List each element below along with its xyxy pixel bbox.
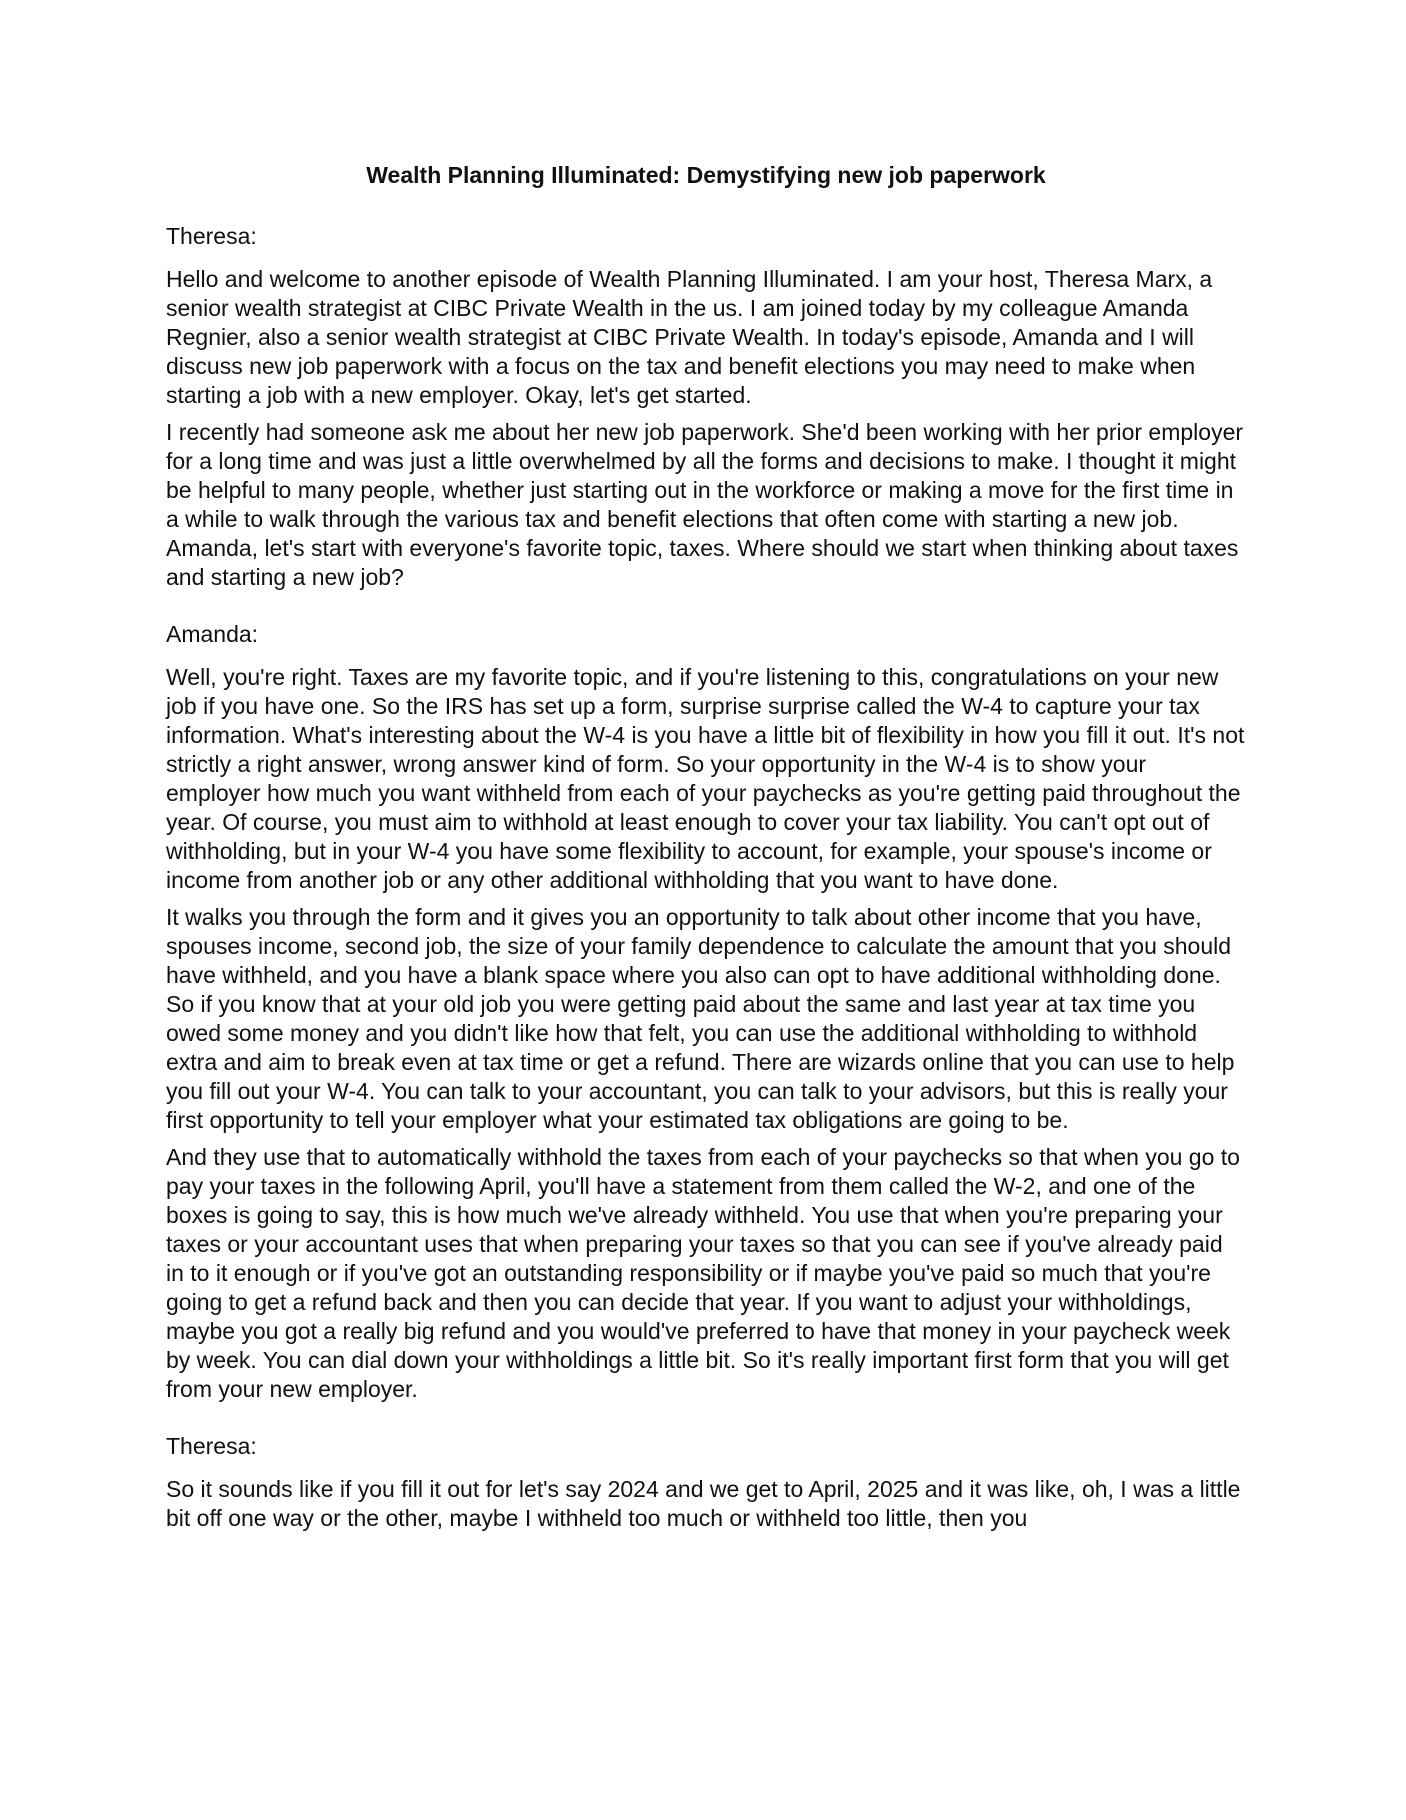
document-title: Wealth Planning Illuminated: Demystifying new job paperwork — [366, 162, 1046, 188]
transcript-paragraph: So it sounds like if you fill it out for let's say 2024 and we get to April, 2025 and it was like, oh, I was a little bit off one way or the other, maybe I withheld too much or withheld too little, then you — [166, 1476, 1241, 1531]
transcript-section-theresa-2 — [166, 1432, 1246, 1533]
transcript-paragraph: Hello and welcome to another episode of Wealth Planning Illuminated. I am your host, Theresa Marx, a senior wealth strategist at CIBC Private Wealth in the us. I am joined today by my colleague Amanda Regnier, also a senior wealth strategist at CIBC Private Wealth. In today's episode, Amanda and I will discuss new job paperwork with a focus on the tax and benefit elections you may need to make when starting a job with a new employer. Okay, let's get started. — [166, 266, 1213, 408]
transcript-paragraph: And they use that to automatically withhold the taxes from each of your paychecks so that when you go to pay your taxes in the following April, you'll have a statement from them called the W-2, and one of the boxes is going to say, this is how much we've already withheld. You use that when you're preparing your taxes or your accountant uses that when preparing your taxes so that you can see if you've already paid in to it enough or if you've got an outstanding responsibility or if maybe you've paid so much that you're going to get a refund back and then you can decide that year. If you want to adjust your withholdings, maybe you got a really big refund and you would've preferred to have that money in your paycheck week by week. You can dial down your withholdings a little bit. So it's really important first form that you will get from your new employer. — [166, 1144, 1240, 1402]
transcript-paragraph: I recently had someone ask me about her new job paperwork. She'd been working with her prior employer for a long time and was just a little overwhelmed by all the forms and decisions to make. I thought it might be helpful to many people, whether just starting out in the workforce or making a move for the first time in a while to walk through the various tax and benefit elections that often come with starting a new job. Amanda, let's start with everyone's favorite topic, taxes. Where should we start when thinking about taxes and starting a new job? — [166, 419, 1244, 590]
transcript-section-theresa-1 — [166, 222, 1246, 592]
speaker-label: Theresa: — [166, 1433, 257, 1459]
document-page — [166, 160, 1246, 1561]
speaker-label: Theresa: — [166, 223, 257, 249]
transcript-paragraph: It walks you through the form and it gives you an opportunity to talk about other income that you have, spouses income, second job, the size of your family dependence to calculate the amount that you should have withheld, and you have a blank space where you also can opt to have additional withholding done. So if you know that at your old job you were getting paid about the same and last year at tax time you owed some money and you didn't like how that felt, you can use the additional withholding to withhold extra and aim to break even at tax time or get a refund. There are wizards online that you can use to help you fill out your W-4. You can talk to your accountant, you can talk to your advisors, but this is really your first opportunity to tell your employer what your estimated tax obligations are going to be. — [166, 904, 1235, 1133]
transcript-paragraph: Well, you're right. Taxes are my favorite topic, and if you're listening to this, congratulations on your new job if you have one. So the IRS has set up a form, surprise surprise called the W-4 to capture your tax information. What's interesting about the W-4 is you have a little bit of flexibility in how you fill it out. It's not strictly a right answer, wrong answer kind of form. So your opportunity in the W-4 is to show your employer how much you want withheld from each of your paychecks as you're getting paid throughout the year. Of course, you must aim to withhold at least enough to cover your tax liability. You can't opt out of withholding, but in your W-4 you have some flexibility to account, for example, your spouse's income or income from another job or any other additional withholding that you want to have done. — [166, 664, 1245, 893]
transcript-section-amanda-1 — [166, 620, 1246, 1404]
speaker-label: Amanda: — [166, 621, 259, 647]
